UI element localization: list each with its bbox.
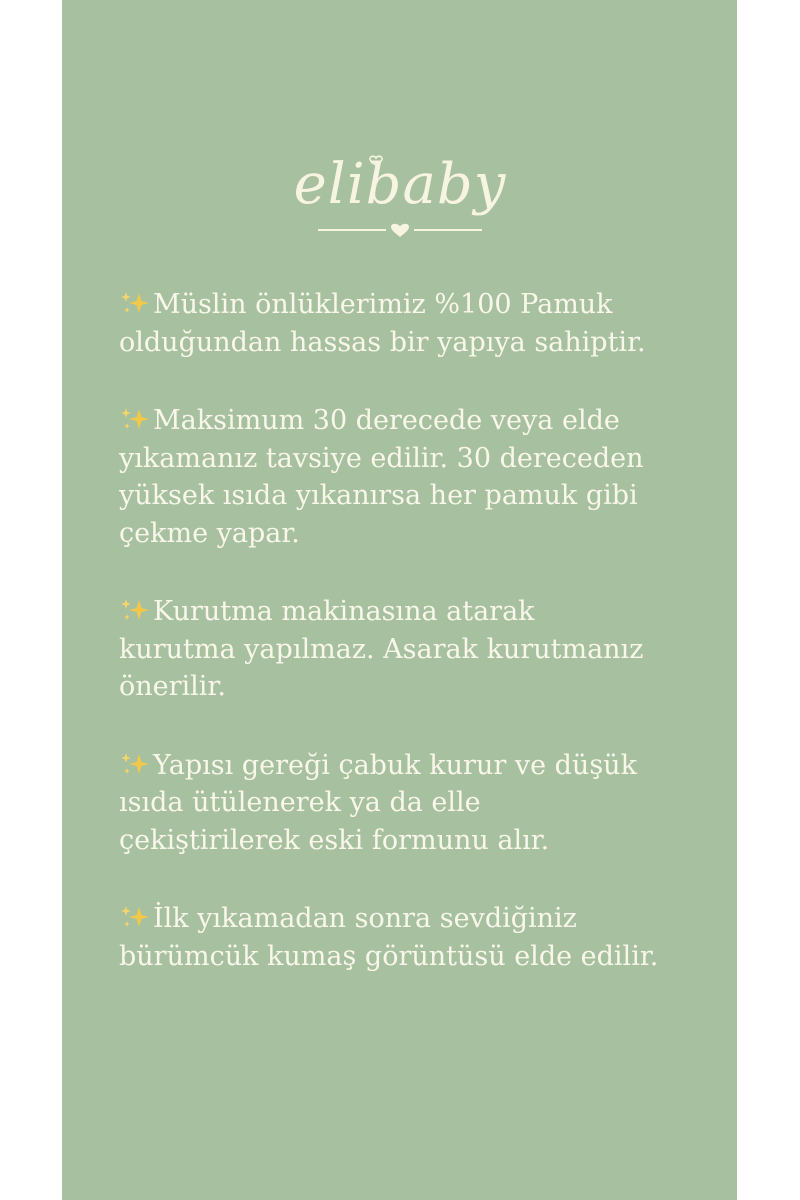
paragraph-drying [119, 593, 699, 706]
sparkles-icon [119, 597, 151, 623]
sparkles-icon [119, 751, 151, 777]
paragraph-first-wash [119, 900, 699, 975]
paragraph-ironing [119, 747, 699, 860]
heart-divider-icon [318, 224, 482, 237]
paragraph-line: İlk yıkamadan sonra sevdiğiniz [153, 903, 577, 934]
logo-graphic [270, 148, 530, 248]
brand-logo [62, 148, 737, 248]
paragraph-line: çekme yapar. [119, 517, 300, 549]
paragraph-line: ısıda ütülenerek ya da elle [119, 787, 481, 818]
paragraph-line: Müslin önlüklerimiz %100 Pamuk [153, 289, 613, 320]
paragraph-line: Maksimum 30 derecede veya elde [153, 405, 620, 436]
paragraph-line: çekiştirilerek eski formunu alır. [119, 824, 550, 856]
paragraph-line: Kurutma makinasına atarak [153, 596, 535, 627]
paragraph-line: Yapısı gereği çabuk kurur ve düşük [153, 749, 637, 781]
paragraph-line: olduğundan hassas bir yapıya sahiptir. [119, 326, 646, 358]
paragraph-cotton [119, 286, 699, 361]
paragraph-line: önerilir. [119, 671, 226, 702]
logo-wordmark: elibaby [293, 152, 506, 217]
content-panel [62, 0, 737, 1200]
paragraph-washing [119, 402, 699, 552]
paragraph-line: bürümcük kumaş görüntüsü elde edilir. [119, 940, 659, 972]
sparkles-icon [119, 904, 151, 930]
sparkles-icon [119, 406, 151, 432]
sparkles-icon [119, 290, 151, 316]
paragraph-line: yüksek ısıda yıkanırsa her pamuk gibi [119, 480, 638, 511]
paragraph-line: yıkamanız tavsiye edilir. 30 dereceden [119, 442, 644, 474]
paragraph-line: kurutma yapılmaz. Asarak kurutmanız [119, 633, 644, 665]
care-instructions [119, 286, 699, 1016]
